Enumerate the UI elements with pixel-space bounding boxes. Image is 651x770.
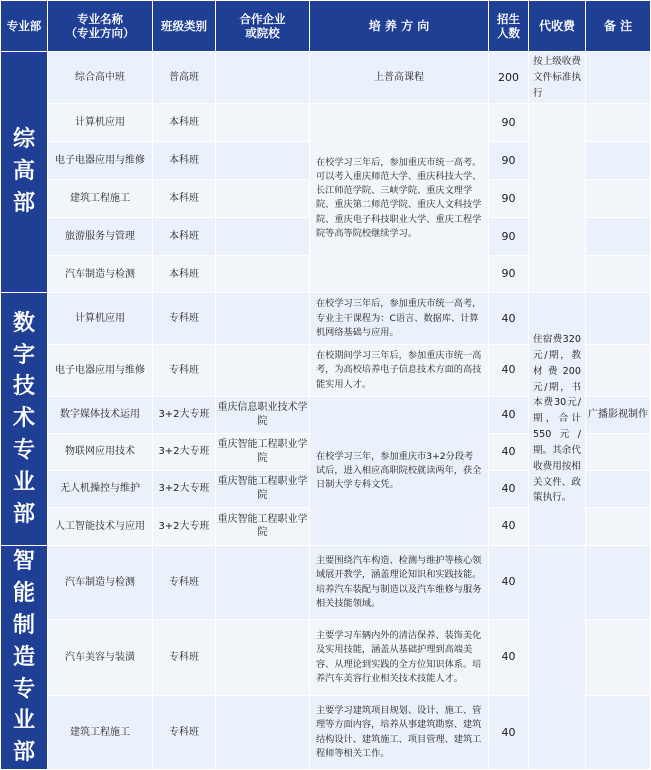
enroll-cell: 90: [489, 218, 529, 256]
header-remark: 备 注: [586, 1, 651, 52]
direction-auto-mfg: 主要围绕汽车构造、检测与维护等核心领域展开教学，涵盖理论知识和实践技能。培养汽车装配与制造以及汽车维修与服务相关技能领域。: [310, 545, 489, 619]
major-cell: 无人机操控与维护: [48, 470, 153, 507]
class-type-cell: 专科班: [153, 620, 216, 696]
dept-digital: 数字技术专业部: [1, 293, 48, 546]
coop-cell: [216, 180, 310, 218]
class-type-cell: 专科班: [153, 293, 216, 345]
header-major: 专业名称 （专业方向）: [48, 1, 153, 52]
remark-cell: [586, 180, 651, 218]
major-cell: 计算机应用: [48, 293, 153, 345]
major-cell: 数字媒体技术运用: [48, 396, 153, 433]
class-type-cell: 本科班: [153, 142, 216, 180]
enroll-cell: 40: [489, 620, 529, 696]
dept-zonggao: 综高部: [1, 52, 48, 293]
enroll-cell: 90: [489, 142, 529, 180]
fee-college: 住宿费320元/期，教材费200元/期，书本费30元/期，合计550元/期。其余代收费用按相关文件、政策执行。: [529, 293, 586, 546]
header-row: [1, 1, 651, 52]
class-type-cell: 3+2大专班: [153, 433, 216, 470]
class-type-cell: 3+2大专班: [153, 507, 216, 545]
class-type-cell: 专科班: [153, 545, 216, 619]
remark-cell: [586, 345, 651, 397]
table-row: [1, 52, 651, 104]
remark-cell: [586, 470, 651, 507]
coop-cell: 重庆智能工程职业学院: [216, 470, 310, 507]
major-cell: 电子电器应用与维修: [48, 142, 153, 180]
coop-cell: [216, 293, 310, 345]
major-cell: 汽车美容与装潢: [48, 620, 153, 696]
dept-manufacturing: 智能制造专业部: [1, 545, 48, 769]
class-type-cell: 普高班: [153, 52, 216, 104]
header-coop: 合作企业 或院校: [216, 1, 310, 52]
class-type-cell: 本科班: [153, 256, 216, 293]
coop-cell: [216, 696, 310, 770]
coop-cell: [216, 142, 310, 180]
coop-cell: [216, 545, 310, 619]
remark-cell: [586, 52, 651, 104]
major-cell: 物联网应用技术: [48, 433, 153, 470]
table-row: [1, 104, 651, 142]
remark-cell: [586, 545, 651, 619]
remark-media: 广播影视制作: [586, 396, 651, 433]
coop-cell: 重庆信息职业技术学院: [216, 396, 310, 433]
major-cell: 建筑工程施工: [48, 180, 153, 218]
direction-general: 上普高课程: [310, 52, 489, 104]
enroll-cell: 40: [489, 433, 529, 470]
major-cell: 汽车制造与检测: [48, 545, 153, 619]
coop-cell: [216, 218, 310, 256]
class-type-cell: 本科班: [153, 104, 216, 142]
header-direction: 培 养 方 向: [310, 1, 489, 52]
major-cell: 旅游服务与管理: [48, 218, 153, 256]
remark-cell: [586, 433, 651, 470]
major-cell: 综合高中班: [48, 52, 153, 104]
coop-cell: [216, 620, 310, 696]
enroll-cell: 40: [489, 345, 529, 397]
remark-cell: [586, 507, 651, 545]
enroll-cell: 40: [489, 293, 529, 345]
enroll-cell: 40: [489, 696, 529, 770]
class-type-cell: 3+2大专班: [153, 470, 216, 507]
coop-cell: [216, 52, 310, 104]
header-class-type: 班级类别: [153, 1, 216, 52]
major-cell: 人工智能技术与应用: [48, 507, 153, 545]
class-type-cell: 专科班: [153, 696, 216, 770]
enroll-cell: 90: [489, 104, 529, 142]
major-cell: 建筑工程施工: [48, 696, 153, 770]
direction-cs-college: 在校学习三年后，参加重庆市统一高考，专业主干课程为：C语言、数据库、计算机网络基础与应用。: [310, 293, 489, 345]
coop-cell: 重庆智能工程职业学院: [216, 507, 310, 545]
coop-cell: [216, 345, 310, 397]
major-cell: 汽车制造与检测: [48, 256, 153, 293]
remark-cell: [586, 256, 651, 293]
enroll-cell: 90: [489, 180, 529, 218]
remark-cell: [586, 620, 651, 696]
enroll-cell: 200: [489, 52, 529, 104]
coop-cell: [216, 104, 310, 142]
fee-empty: [529, 104, 586, 293]
coop-cell: [216, 256, 310, 293]
remark-cell: [586, 104, 651, 142]
enroll-cell: 90: [489, 256, 529, 293]
enroll-cell: 40: [489, 545, 529, 619]
remark-cell: [586, 696, 651, 770]
table-row: [1, 545, 651, 619]
direction-3plus2: 在校学习三年，参加重庆市3+2分段考试后，进入相应高职院校就读两年，获全日制大学专科文凭。: [310, 396, 489, 545]
header-enroll: 招生 人数: [489, 1, 529, 52]
remark-cell: [586, 142, 651, 180]
class-type-cell: 本科班: [153, 180, 216, 218]
coop-cell: 重庆智能工程职业学院: [216, 433, 310, 470]
enroll-cell: 40: [489, 507, 529, 545]
enroll-cell: 40: [489, 470, 529, 507]
table-row: [1, 293, 651, 345]
class-type-cell: 3+2大专班: [153, 396, 216, 433]
remark-cell: [586, 218, 651, 256]
major-cell: 计算机应用: [48, 104, 153, 142]
direction-ee-college: 在校期间学习三年后，参加重庆市统一高考，为高校培养电子信息技术方面的高技能实用人才。: [310, 345, 489, 397]
class-type-cell: 本科班: [153, 218, 216, 256]
enroll-cell: 40: [489, 396, 529, 433]
class-type-cell: 专科班: [153, 345, 216, 397]
fee-empty: [529, 545, 586, 769]
major-cell: 电子电器应用与维修: [48, 345, 153, 397]
direction-construction: 主要学习建筑项目规划、设计、施工、管理等方面内容，培养从事建筑勘察、建筑结构设计、建筑施工、项目管理、建筑工程师等相关工作。: [310, 696, 489, 770]
direction-undergrad: 在校学习三年后，参加重庆市统一高考。可以考入重庆师范大学、重庆科技大学、长江师范学院、三峡学院、重庆文理学院、重庆第二师范学院、重庆人文科技学院、重庆电子科技职业大学、重庆工程学院等高等院校继续学习。: [310, 104, 489, 293]
remark-cell: [586, 293, 651, 345]
header-fee: 代收费: [529, 1, 586, 52]
header-dept: 专业部: [1, 1, 48, 52]
direction-auto-beauty: 主要学习车辆内外的清洁保养、装饰美化及实用技能，涵盖从基础护理到高端美容、从理论到实践的全方位知识体系。培养汽车美容行业相关技术技能人才。: [310, 620, 489, 696]
fee-general: 按上级收费文件标准执行: [529, 52, 586, 104]
